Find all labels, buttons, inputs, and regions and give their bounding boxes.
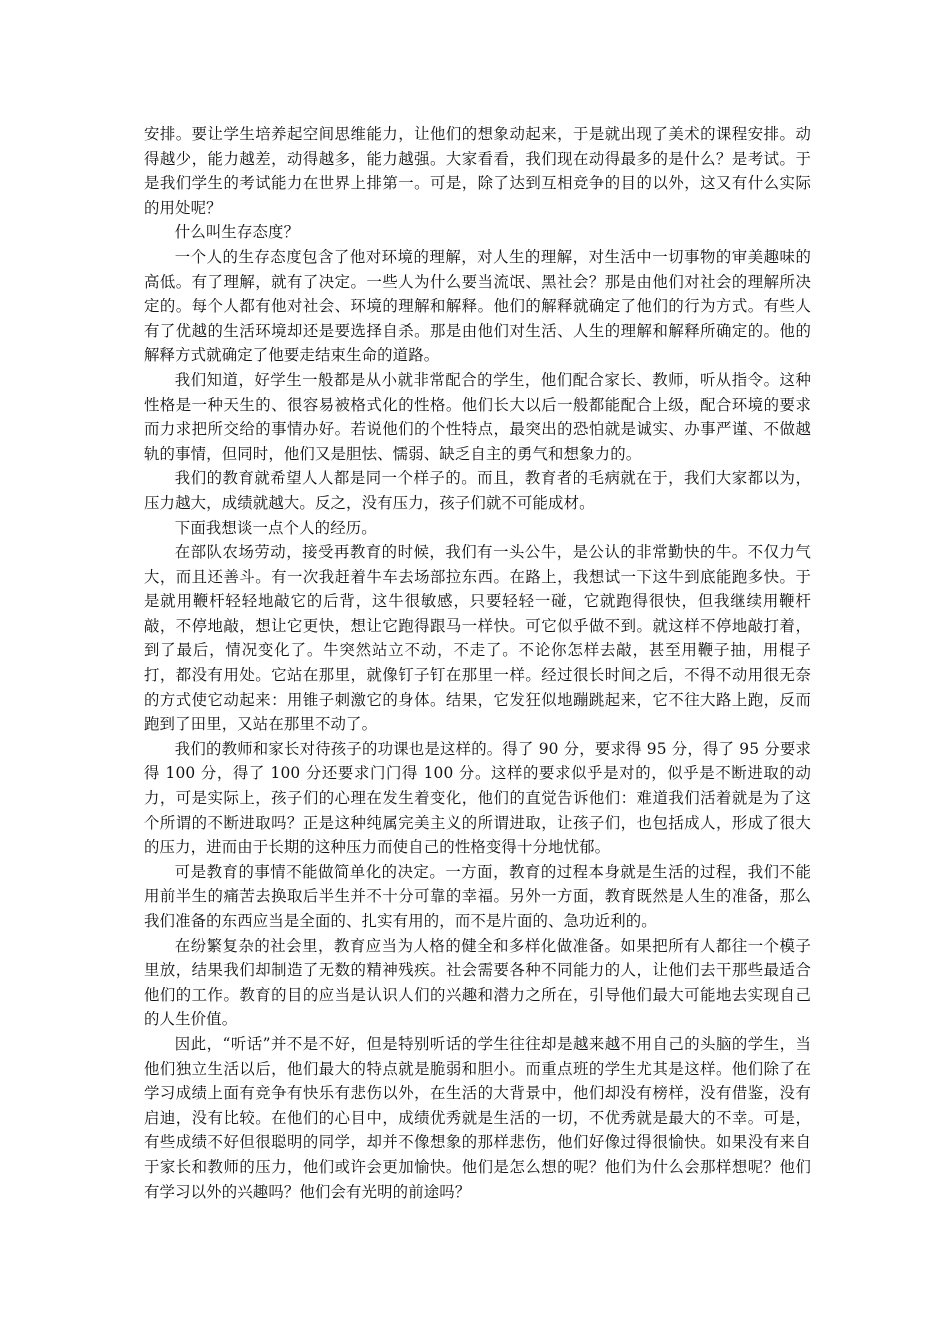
paragraph-3: 一个人的生存态度包含了他对环境的理解，对人生的理解，对生活中一切事物的审美趣味的高低。有了理解，就有了决定。一些人为什么要当流氓、黑社会？那是由他们对社会的理解所决定的。每个人都有他对社会、环境的理解和解释。他们的解释就确定了他们的行为方式。有些人有了优越的生活环境却还是要选择自杀。那是由他们对生活、人生的理解和解释所确定的。他的解释方式就确定了他要走结束生命的道路。 <box>144 247 811 365</box>
paragraph-9: 可是教育的事情不能做简单化的决定。一方面，教育的过程本身就是生活的过程，我们不能用前半生的痛苦去换取后半生并不十分可靠的幸福。另外一方面，教育既然是人生的准备，那么我们准备的东西应当是全面的、扎实有用的，而不是片面的、急功近利的。 <box>144 862 811 930</box>
paragraph-2: 什么叫生存态度？ <box>174 223 300 242</box>
paragraph-11: 因此，“听话”并不是不好，但是特别听话的学生往往却是越来越不用自己的头脑的学生，当他们独立生活以后，他们最大的特点就是脆弱和胆小。而重点班的学生尤其是这样。他们除了在学习成绩上面有竞争有快乐有悲伤以外，在生活的大背景中，他们却没有榜样，没有借鉴，没有启迪，没有比较。在他们的心目中，成绩优秀就是生活的一切，不优秀就是最大的不幸。可是，有些成绩不好但很聪明的同学，却并不像想象的那样悲伤，他们好像过得很愉快。如果没有来自于家长和教师的压力，他们或许会更加愉快。他们是怎么想的呢？他们为什么会那样想呢？他们有学习以外的兴趣吗？他们会有光明的前途吗？ <box>144 1034 811 1201</box>
paragraph-8: 我们的教师和家长对待孩子的功课也是这样的。得了 90 分，要求得 95 分，得了 95 分要求得 100 分，得了 100 分还要求门门得 100 分。这样的要求似乎是对的，似乎是不断进取的动力，可是实际上，孩子们的心理在发生着变化，他们的直觉告诉他们：难道我们活着就是为了这个所谓的不断进取吗？正是这种纯属完美主义的所谓进取，让孩子们，也包括成人，形成了很大的压力，进而由于长期的这种压力而使自己的性格变得十分地忧郁。 <box>144 739 811 857</box>
paragraph-7: 在部队农场劳动，接受再教育的时候，我们有一头公牛，是公认的非常勤快的牛。不仅力气大，而且还善斗。有一次我赶着牛车去场部拉东西。在路上，我想试一下这牛到底能跑多快。于是就用鞭杆轻轻地敲它的后背，这牛很敏感，只要轻轻一碰，它就跑得很快，但我继续用鞭杆敲，不停地敲，想让它更快，想让它跑得跟马一样快。可它似乎做不到。就这样不停地敲打着，到了最后，情况变化了。牛突然站立不动，不走了。不论你怎样去敲，甚至用鞭子抽，用棍子打，都没有用处。它站在那里，就像钉子钉在那里一样。经过很长时间之后，不得不动用很无奈的方式使它动起来：用锥子刺激它的身体。结果，它发狂似地蹦跳起来，它不往大路上跑，反而跑到了田里，又站在那里不动了。 <box>144 543 811 734</box>
paragraph-4: 我们知道，好学生一般都是从小就非常配合的学生，他们配合家长、教师，听从指令。这种性格是一种天生的、很容易被格式化的性格。他们长大以后一般都能配合上级，配合环境的要求而力求把所交给的事情办好。若说他们的个性特点，最突出的恐怕就是诚实、办事严谨、不做越轨的事情，但同时，他们又是胆怯、懦弱、缺乏自主的勇气和想象力的。 <box>144 370 811 463</box>
paragraph-1: 安排。要让学生培养起空间思维能力，让他们的想象动起来，于是就出现了美术的课程安排。动得越少，能力越差，动得越多，能力越强。大家看看，我们现在动得最多的是什么？是考试。于是我们学生的考试能力在世界上排第一。可是，除了达到互相竞争的目的以外，这又有什么实际的用处呢？ <box>144 125 811 217</box>
document-body <box>144 122 811 1204</box>
paragraph-10: 在纷繁复杂的社会里，教育应当为人格的健全和多样化做准备。如果把所有人都往一个模子里放，结果我们却制造了无数的精神残疾。社会需要各种不同能力的人，让他们去干那些最适合他们的工作。教育的目的应当是认识人们的兴趣和潜力之所在，引导他们最大可能地去实现自己的人生价值。 <box>144 936 811 1029</box>
paragraph-5: 我们的教育就希望人人都是同一个样子的。而且，教育者的毛病就在于，我们大家都以为，压力越大，成绩就越大。反之，没有压力，孩子们就不可能成材。 <box>144 469 811 512</box>
paragraph-6: 下面我想谈一点个人的经历。 <box>174 518 377 537</box>
